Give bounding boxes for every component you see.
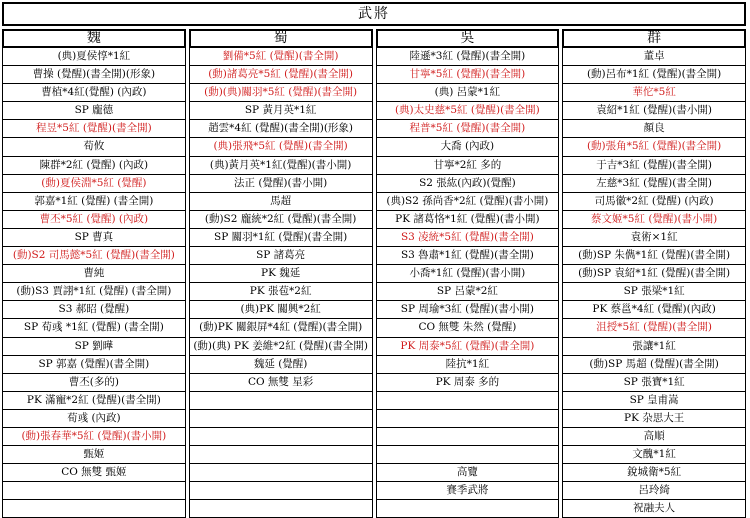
general-cell: 程普*5紅 (覺醒)(書全開) [376, 120, 560, 138]
general-cell: (典)黃月英*1紅(覺醒)(書小開) [189, 157, 373, 175]
general-cell: 荀彧 (內政) [2, 410, 186, 428]
general-cell: 曹操 (覺醒)(書全開)(形象) [2, 66, 186, 84]
general-cell: 劉備*5紅 (覺醒)(書全開) [189, 48, 373, 66]
general-cell: S2 張紘(內政)(覺醒) [376, 175, 560, 193]
faction-column-qun [562, 29, 746, 518]
general-cell: 小喬*1紅 (覺醒)(書小開) [376, 265, 560, 283]
general-cell: (典)PK 關興*2紅 [189, 301, 373, 319]
general-cell: 郭嘉*1紅 (覺醒) (書全開) [2, 193, 186, 211]
general-cell: (動)(典)關羽*5紅 (覺醒)(書全開) [189, 84, 373, 102]
general-cell [376, 410, 560, 428]
generals-sheet [2, 2, 746, 515]
general-cell: PK 張苞*2紅 [189, 283, 373, 301]
general-cell: PK 周泰 多的 [376, 374, 560, 392]
faction-header-qun: 群 [562, 29, 746, 48]
general-cell: PK 魏延 [189, 265, 373, 283]
general-cell [376, 392, 560, 410]
general-cell: SP 張寶*1紅 [562, 374, 746, 392]
general-cell [189, 482, 373, 500]
general-cell: (動)S2 司馬懿*5紅 (覺醒)(書全開) [2, 247, 186, 265]
general-cell: (動)PK 關銀屏*4紅 (覺醒)(書全開) [189, 319, 373, 337]
general-cell [376, 446, 560, 464]
faction-column-shu [189, 29, 373, 518]
general-cell [2, 482, 186, 500]
general-cell: 左慈*3紅 (覺醒)(書全開) [562, 175, 746, 193]
general-cell: 袁紹*1紅 (覺醒)(書小開) [562, 102, 746, 120]
general-cell: 曹植*4紅(覺醒) (內政) [2, 84, 186, 102]
general-cell: S3 魯肅*1紅 (覺醒)(書全開) [376, 247, 560, 265]
general-cell: 甘寧*5紅 (覺醒)(書全開) [376, 66, 560, 84]
general-cell: (動)呂布*1紅 (覺醒)(書全開) [562, 66, 746, 84]
general-cell: (動)夏侯淵*5紅 (覺醒) [2, 175, 186, 193]
general-cell: (動)張角*5紅 (覺醒)(書全開) [562, 138, 746, 156]
general-cell: CO 無雙 朱然 (覺醒) [376, 319, 560, 337]
general-cell [189, 428, 373, 446]
faction-columns [2, 29, 746, 518]
general-cell: 沮授*5紅 (覺醒)(書全開) [562, 319, 746, 337]
general-cell [376, 500, 560, 518]
general-cell: PK 蔡邕*4紅 (覺醒)(內政) [562, 301, 746, 319]
general-cell [189, 464, 373, 482]
general-cell: PK 杂思大王 [562, 410, 746, 428]
general-cell: SP 龐德 [2, 102, 186, 120]
general-cell: (動)SP 袁紹*1紅 (覺醒)(書全開) [562, 265, 746, 283]
general-cell: 蔡文姬*5紅 (覺醒)(書小開) [562, 211, 746, 229]
general-cell [189, 410, 373, 428]
general-cell: 曹純 [2, 265, 186, 283]
general-cell: 司馬徽*2紅 (覺醒) (內政) [562, 193, 746, 211]
general-cell: 荀攸 [2, 138, 186, 156]
general-cell: S3 郝昭 (覺醒) [2, 301, 186, 319]
sheet-title: 武將 [2, 2, 746, 26]
general-cell: (典) 呂蒙*1紅 [376, 84, 560, 102]
general-cell: 董卓 [562, 48, 746, 66]
general-cell: (動)SP 朱儁*1紅 (覺醒)(書全開) [562, 247, 746, 265]
general-cell: 張讓*1紅 [562, 338, 746, 356]
general-cell: 于吉*3紅 (覺醒)(書全開) [562, 157, 746, 175]
general-cell [189, 500, 373, 518]
general-cell: 法正 (覺醒)(書小開) [189, 175, 373, 193]
general-cell: 呂玲綺 [562, 482, 746, 500]
general-cell: SP 周瑜*3紅 (覺醒)(書小開) [376, 301, 560, 319]
faction-list-wei [2, 48, 186, 518]
general-cell: SP 郭嘉 (覺醒)(書全開) [2, 356, 186, 374]
general-cell: 華佗*5紅 [562, 84, 746, 102]
general-cell [2, 500, 186, 518]
general-cell: SP 劉曄 [2, 338, 186, 356]
general-cell: 甄姬 [2, 446, 186, 464]
general-cell: SP 曹真 [2, 229, 186, 247]
general-cell: (典)S2 孫尚香*2紅 (覺醒)(書小開) [376, 193, 560, 211]
general-cell [376, 428, 560, 446]
general-cell: PK 滿寵*2紅 (覺醒)(書全開) [2, 392, 186, 410]
general-cell: 程昱*5紅 (覺醒)(書全開) [2, 120, 186, 138]
general-cell: SP 皇甫嵩 [562, 392, 746, 410]
general-cell: 魏延 (覺醒) [189, 356, 373, 374]
general-cell: 銳城衛*5紅 [562, 464, 746, 482]
general-cell: SP 關羽*1紅 (覺醒)(書全開) [189, 229, 373, 247]
general-cell: 高覽 [376, 464, 560, 482]
general-cell: PK 周泰*5紅 (覺醒)(書全開) [376, 338, 560, 356]
general-cell: 陸抗*1紅 [376, 356, 560, 374]
general-cell: CO 無雙 星彩 [189, 374, 373, 392]
faction-header-wei: 魏 [2, 29, 186, 48]
general-cell: (典)張飛*5紅 (覺醒)(書全開) [189, 138, 373, 156]
general-cell: 趙雲*4紅 (覺醒)(書全開)(形象) [189, 120, 373, 138]
general-cell: 大喬 (內政) [376, 138, 560, 156]
faction-list-wu [376, 48, 560, 518]
general-cell: 曹丕(多的) [2, 374, 186, 392]
faction-header-wu: 吳 [376, 29, 560, 48]
general-cell: SP 黃月英*1紅 [189, 102, 373, 120]
general-cell: 陳群*2紅 (覺醒) (內政) [2, 157, 186, 175]
general-cell: CO 無雙 甄姬 [2, 464, 186, 482]
faction-list-shu [189, 48, 373, 518]
general-cell: S3 凌統*5紅 (覺醒)(書全開) [376, 229, 560, 247]
general-cell: 馬超 [189, 193, 373, 211]
general-cell: 甘寧*2紅 多的 [376, 157, 560, 175]
general-cell: 文醜*1紅 [562, 446, 746, 464]
general-cell: 曹丕*5紅 (覺醒) (內政) [2, 211, 186, 229]
faction-header-shu: 蜀 [189, 29, 373, 48]
general-cell: 祝融夫人 [562, 500, 746, 518]
general-cell: (典)夏侯惇*1紅 [2, 48, 186, 66]
general-cell: SP 張梁*1紅 [562, 283, 746, 301]
general-cell: (典)太史慈*5紅 (覺醒)(書全開) [376, 102, 560, 120]
faction-column-wei [2, 29, 186, 518]
general-cell: PK 諸葛恪*1紅 (覺醒)(書小開) [376, 211, 560, 229]
general-cell [189, 392, 373, 410]
general-cell: (動)張春華*5紅 (覺醒)(書小開) [2, 428, 186, 446]
general-cell: SP 荀彧 *1紅 (覺醒) (書全開) [2, 319, 186, 337]
general-cell: (動)S3 賈詡*1紅 (覺醒) (書全開) [2, 283, 186, 301]
general-cell: 袁術×1紅 [562, 229, 746, 247]
faction-list-qun [562, 48, 746, 518]
general-cell: SP 諸葛亮 [189, 247, 373, 265]
general-cell: (動)諸葛亮*5紅 (覺醒)(書全開) [189, 66, 373, 84]
general-cell: SP 呂蒙*2紅 [376, 283, 560, 301]
general-cell [189, 446, 373, 464]
general-cell: (動)SP 馬超 (覺醒)(書全開) [562, 356, 746, 374]
general-cell: 顏良 [562, 120, 746, 138]
general-cell: 陸遜*3紅 (覺醒)(書全開) [376, 48, 560, 66]
general-cell: 高順 [562, 428, 746, 446]
general-cell: 賽季武將 [376, 482, 560, 500]
faction-column-wu [376, 29, 560, 518]
general-cell: (動)S2 龐統*2紅 (覺醒)(書全開) [189, 211, 373, 229]
general-cell: (動)(典) PK 姜維*2紅 (覺醒)(書全開) [189, 338, 373, 356]
